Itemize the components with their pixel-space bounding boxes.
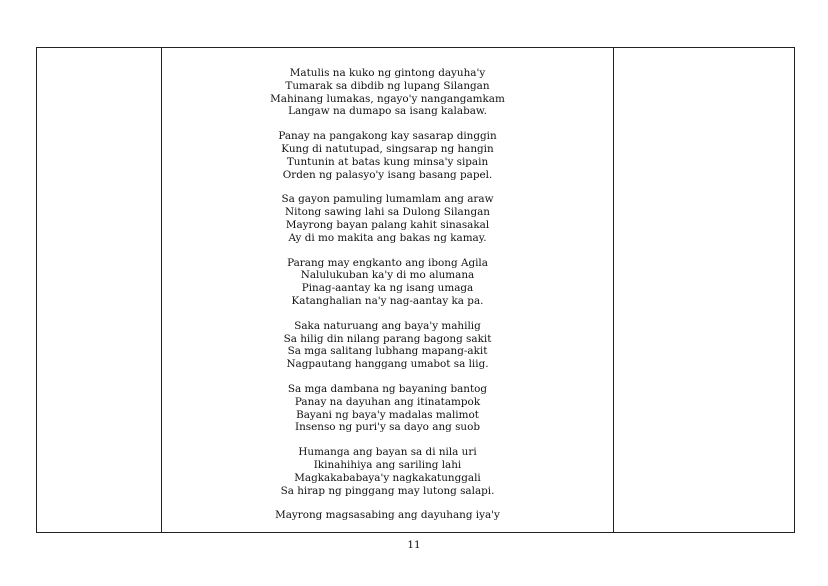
poem-line: Sa mga dambana ng bayaning bantog [287,382,488,395]
poem-line: Sa hirap ng pinggang may lutong salapi. [280,484,495,497]
poem-line: Nitong sawing lahi sa Dulong Silangan [285,206,490,219]
poem-line: Mayrong bayan palang kahit sinasakal [285,218,490,231]
poem-line: Matulis na kuko ng gintong dayuha'y [289,67,486,79]
poem-stanza [162,320,613,371]
page-number: 11 [407,539,421,551]
poem-line: Langaw na dumapo sa isang kalabaw. [288,105,487,118]
poem-line: Ikinahihiya ang sariling lahi [313,458,462,471]
poem-stanza [162,193,613,244]
table-right-column [614,48,794,532]
poem-stanza [162,446,613,497]
poem-line: Magkakababaya'y nagkakatunggali [294,471,481,484]
poem-line: Sa gayon pamuling lumamlam ang araw [281,193,494,206]
poem-line: Mahinang lumakas, ngayo'y nangangamkam [270,92,505,105]
poem-line: Nalulukuban ka'y di mo alumana [300,269,475,282]
poem-line: Orden ng palasyo'y isang basang papel. [282,168,493,181]
document-table [36,47,795,533]
poem-stanza [162,67,613,118]
poem-stanza [162,509,613,522]
poem-column [162,48,614,532]
poem-line: Bayani ng baya'y madalas malimot [296,408,479,421]
poem-line: Sa hilig din nilang parang bagong sakit [283,332,492,345]
table-left-column [37,48,162,532]
poem-line: Nagpautang hanggang umabot sa liig. [286,358,489,371]
poem-line: Saka naturuang ang baya'y mahilig [294,319,481,332]
poem-line: Humanga ang bayan sa di nila uri [298,446,477,459]
poem-line: Panay na pangakong kay sasarap dinggin [278,130,497,143]
poem-line: Ay di mo makita ang bakas ng kamay. [288,231,487,244]
poem-line: Mayrong magsasabing ang dayuhang iya'y [275,509,500,522]
poem-line: Kung di natutupad, singsarap ng hangin [281,142,494,155]
poem-line: Insenso ng puri'y sa dayo ang suob [294,421,481,434]
poem-line: Sa mga salitang lubhang mapang-akit [287,345,488,358]
poem-line: Tumarak sa dibdib ng lupang Silangan [285,79,490,92]
poem-line: Parang may engkanto ang ibong Agila [287,256,488,269]
poem-line: Tuntunin at batas kung minsa'y sipain [286,155,489,168]
poem-line: Pinag-aantay ka ng isang umaga [301,282,474,295]
poem-line: Katanghalian na'y nag-aantay ka pa. [291,294,484,307]
poem-stanza [162,130,613,181]
poem-line: Panay na dayuhan ang itinatampok [294,395,481,408]
poem-stanza [162,383,613,434]
poem-stanza [162,257,613,308]
